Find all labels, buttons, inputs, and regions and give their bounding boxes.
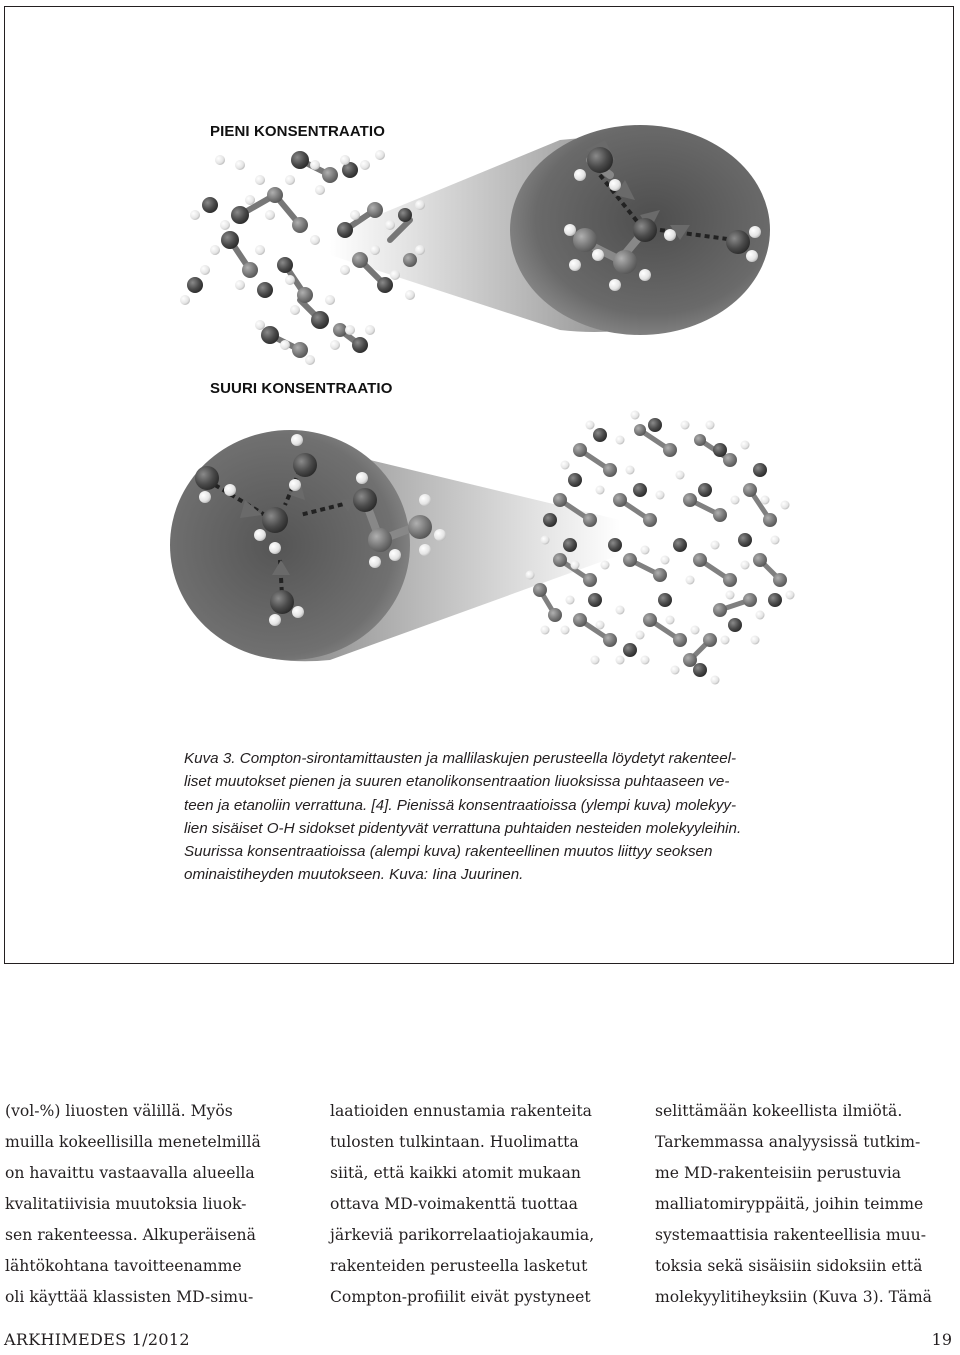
cluster-high-concentration	[526, 411, 795, 685]
figure-caption	[184, 747, 824, 887]
body-line: ottava MD-voimakenttä tuottaa	[330, 1195, 578, 1213]
caption-line: teen ja etanoliin verrattuna. [4]. Pienissä konsentraatioissa (ylempi kuva) molekyy-	[184, 796, 737, 814]
body-column-2	[330, 1096, 630, 1313]
body-line: tulosten tulkintaan. Huolimatta	[330, 1133, 579, 1151]
body-line: malliatomiryppäitä, joihin teimme	[655, 1195, 924, 1213]
body-line: on havaittu vastaavalla alueella	[5, 1164, 255, 1182]
body-line: Compton-profiilit eivät pystyneet	[330, 1288, 591, 1306]
body-line: molekyylitiheyksiin (Kuva 3). Tämä	[655, 1288, 932, 1306]
body-line: laatioiden ennustamia rakenteita	[330, 1102, 592, 1120]
figure-label-low-concentration: PIENI KONSENTRAATIO	[210, 123, 385, 140]
body-line: järkeviä parikorrelaatiojakaumia,	[330, 1226, 595, 1244]
caption-line: Kuva 3. Compton-sirontamittausten ja mallilaskujen perusteella löydetyt rakenteel-	[184, 750, 737, 767]
body-column-1	[5, 1096, 305, 1313]
body-line: lähtökohtana tavoitteenamme	[5, 1257, 242, 1275]
body-line: systemaattisia rakenteellisia muu-	[655, 1226, 926, 1244]
body-line: rakenteiden perusteella lasketut	[330, 1257, 588, 1275]
body-line: kvalitatiivisia muutoksia liuok-	[5, 1195, 247, 1213]
body-line: Tarkemmassa analyysissä tutkim-	[655, 1133, 921, 1151]
body-line: toksia sekä sisäisiin sidoksiin että	[655, 1257, 923, 1275]
body-line: muilla kokeellisilla menetelmillä	[5, 1133, 261, 1151]
body-line: sen rakenteessa. Alkuperäisenä	[5, 1226, 256, 1244]
body-line: me MD-rakenteisiin perustuvia	[655, 1164, 902, 1182]
body-line: oli käyttää klassisten MD-simu-	[5, 1288, 254, 1306]
journal-footer: ARKHIMEDES 1/2012	[4, 1330, 190, 1349]
caption-line: lien sisäiset O-H sidokset pidentyvät verrattuna puhtaiden nesteiden molekyyleihin.	[184, 819, 742, 837]
caption-line: ominaistiheyden muutokseen. Kuva: Iina Juurinen.	[184, 866, 524, 884]
body-line: siitä, että kaikki atomit mukaan	[330, 1164, 581, 1182]
body-line: (vol-%) liuosten välillä. Myös	[5, 1102, 233, 1120]
body-column-3	[655, 1096, 955, 1313]
caption-line: liset muutokset pienen ja suuren etanolikonsentraation liuoksissa puhtaaseen ve-	[184, 773, 730, 791]
page-number: 19	[931, 1330, 952, 1349]
body-line: selittämään kokeellista ilmiötä.	[655, 1102, 903, 1120]
caption-line: Suurissa konsentraatioissa (alempi kuva) rakenteellinen muutos liittyy seoksen	[184, 843, 713, 861]
figure-label-high-concentration: SUURI KONSENTRAATIO	[210, 380, 393, 397]
